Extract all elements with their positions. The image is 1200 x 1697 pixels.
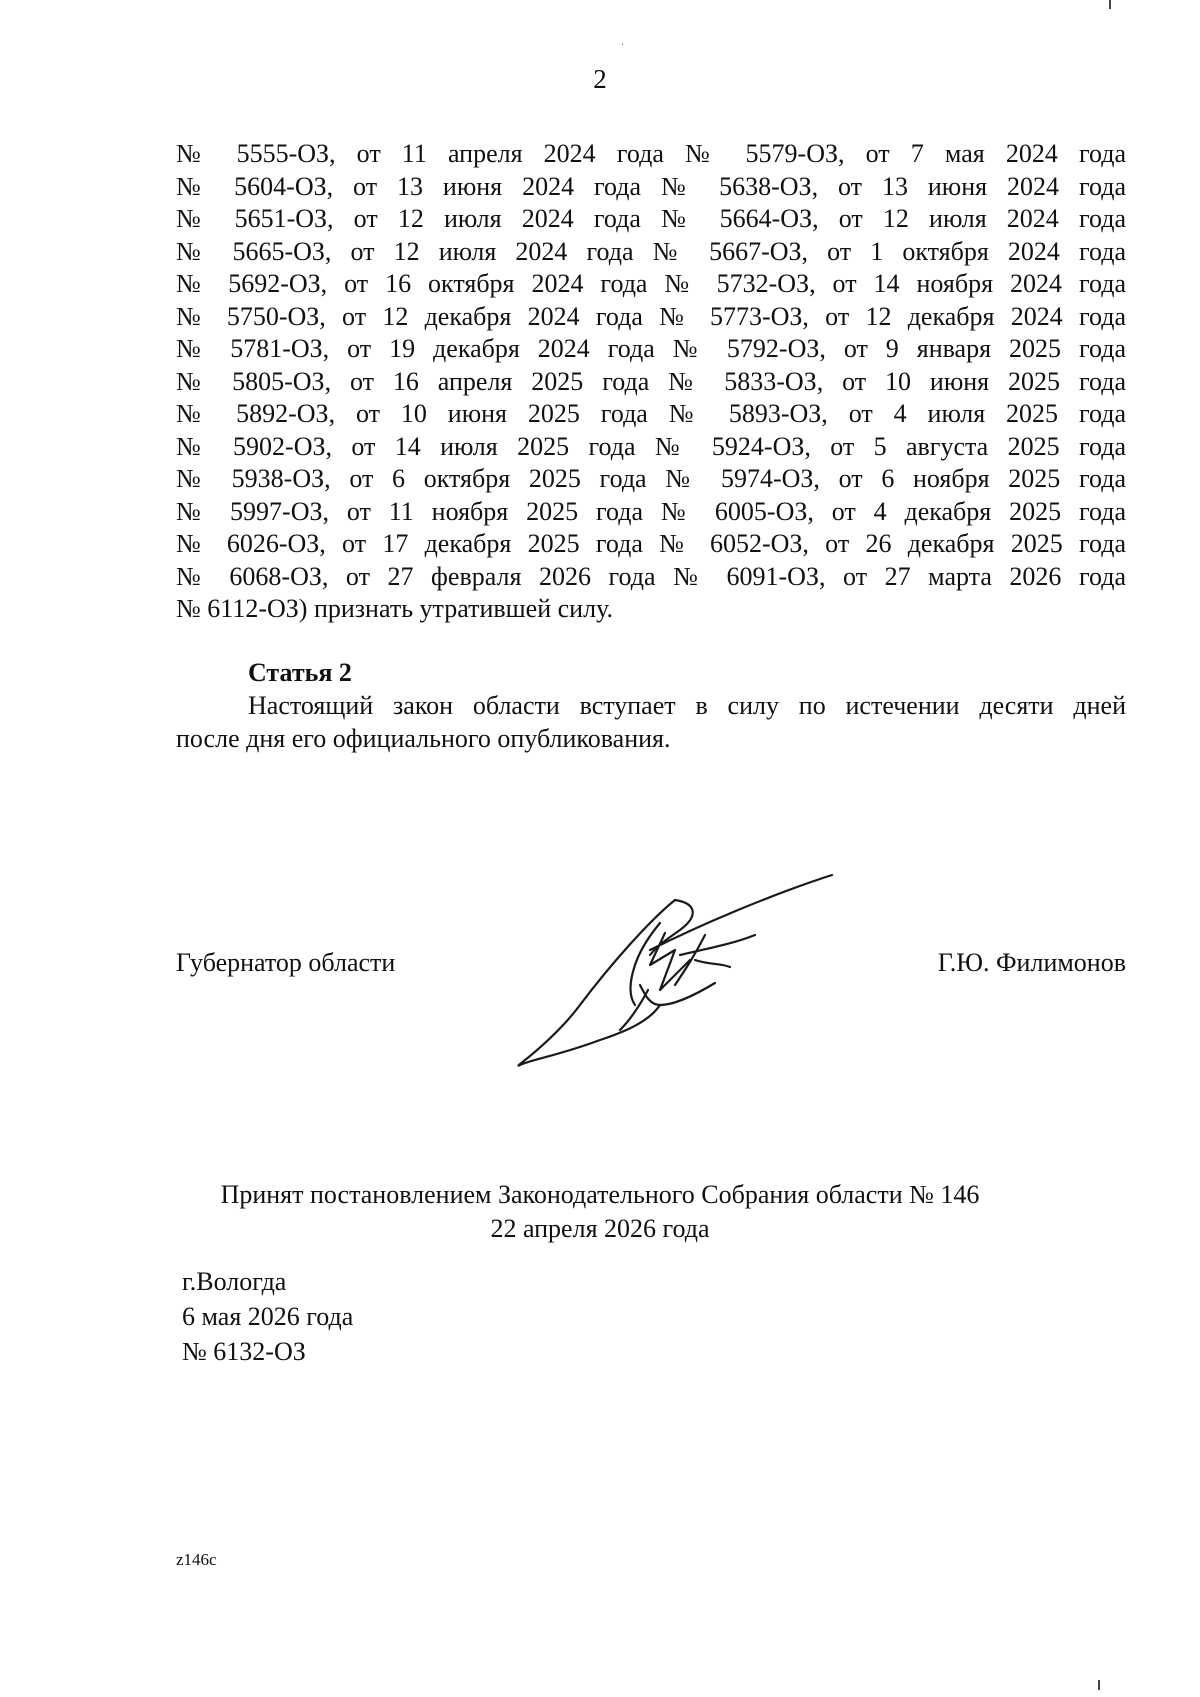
- article-text: [176, 690, 1126, 755]
- body-line: № 5781-ОЗ, от 19 декабря 2024 года № 5792-ОЗ, от 9 января 2025 года: [176, 334, 1126, 363]
- adoption-date: 22 апреля 2026 года: [490, 1214, 710, 1243]
- body-line: № 5902-ОЗ, от 14 июля 2025 года № 5924-ОЗ, от 5 августа 2025 года: [176, 431, 1126, 461]
- city: г.Вологда: [182, 1267, 287, 1296]
- body-paragraph: [176, 138, 1126, 626]
- signer-name: Г.Ю. Филимонов: [937, 948, 1126, 977]
- body-line: № 5665-ОЗ, от 12 июля 2024 года № 5667-ОЗ, от 1 октября 2024 года: [176, 236, 1126, 266]
- body-line: № 5997-ОЗ, от 11 ноября 2025 года № 6005-ОЗ, от 4 декабря 2025 года: [176, 496, 1126, 526]
- article-title: Статья 2: [248, 658, 352, 687]
- body-line: № 5938-ОЗ, от 6 октября 2025 года № 5974-ОЗ, от 6 ноября 2025 года: [176, 464, 1126, 493]
- body-line: № 5555-ОЗ, от 11 апреля 2024 года № 5579-ОЗ, от 7 мая 2024 года: [176, 139, 1126, 168]
- body-line: № 6112-ОЗ) признать утратившей силу.: [176, 594, 613, 623]
- place-date-number: [182, 1264, 353, 1369]
- scan-mark: [1109, 0, 1111, 9]
- page-number: 2: [593, 64, 607, 94]
- body-line: № 5805-ОЗ, от 16 апреля 2025 года № 5833-ОЗ, от 10 июня 2025 года: [176, 366, 1126, 396]
- body-line: № 6068-ОЗ, от 27 февраля 2026 года № 6091-ОЗ, от 27 марта 2026 года: [176, 561, 1126, 591]
- body-line: № 5750-ОЗ, от 12 декабря 2024 года № 5773-ОЗ, от 12 декабря 2024 года: [176, 301, 1126, 331]
- body-line: № 5892-ОЗ, от 10 июня 2025 года № 5893-ОЗ, от 4 июля 2025 года: [176, 399, 1126, 428]
- law-number: № 6132-ОЗ: [182, 1337, 306, 1366]
- signer-position: Губернатор области: [176, 948, 396, 977]
- article-line: после дня его официального опубликования.: [176, 723, 671, 753]
- body-line: № 6026-ОЗ, от 17 декабря 2025 года № 6052-ОЗ, от 26 декабря 2025 года: [176, 529, 1126, 558]
- scan-mark: [622, 44, 623, 45]
- body-line: № 5651-ОЗ, от 12 июля 2024 года № 5664-ОЗ, от 12 июля 2024 года: [176, 204, 1126, 233]
- handwritten-signature: [500, 855, 840, 1085]
- scan-mark: [1098, 1680, 1100, 1690]
- article-line: Настоящий закон области вступает в силу по истечении десяти дней: [248, 691, 1126, 720]
- adoption-note: [0, 1178, 1200, 1246]
- adoption-line: Принят постановлением Законодательного Собрания области № 146: [220, 1180, 980, 1209]
- body-line: № 5604-ОЗ, от 13 июня 2024 года № 5638-ОЗ, от 13 июня 2024 года: [176, 171, 1126, 201]
- signing-date: 6 мая 2026 года: [182, 1302, 354, 1331]
- footer-code: z146c: [176, 1550, 217, 1569]
- body-line: № 5692-ОЗ, от 16 октября 2024 года № 5732-ОЗ, от 14 ноября 2024 года: [176, 269, 1126, 298]
